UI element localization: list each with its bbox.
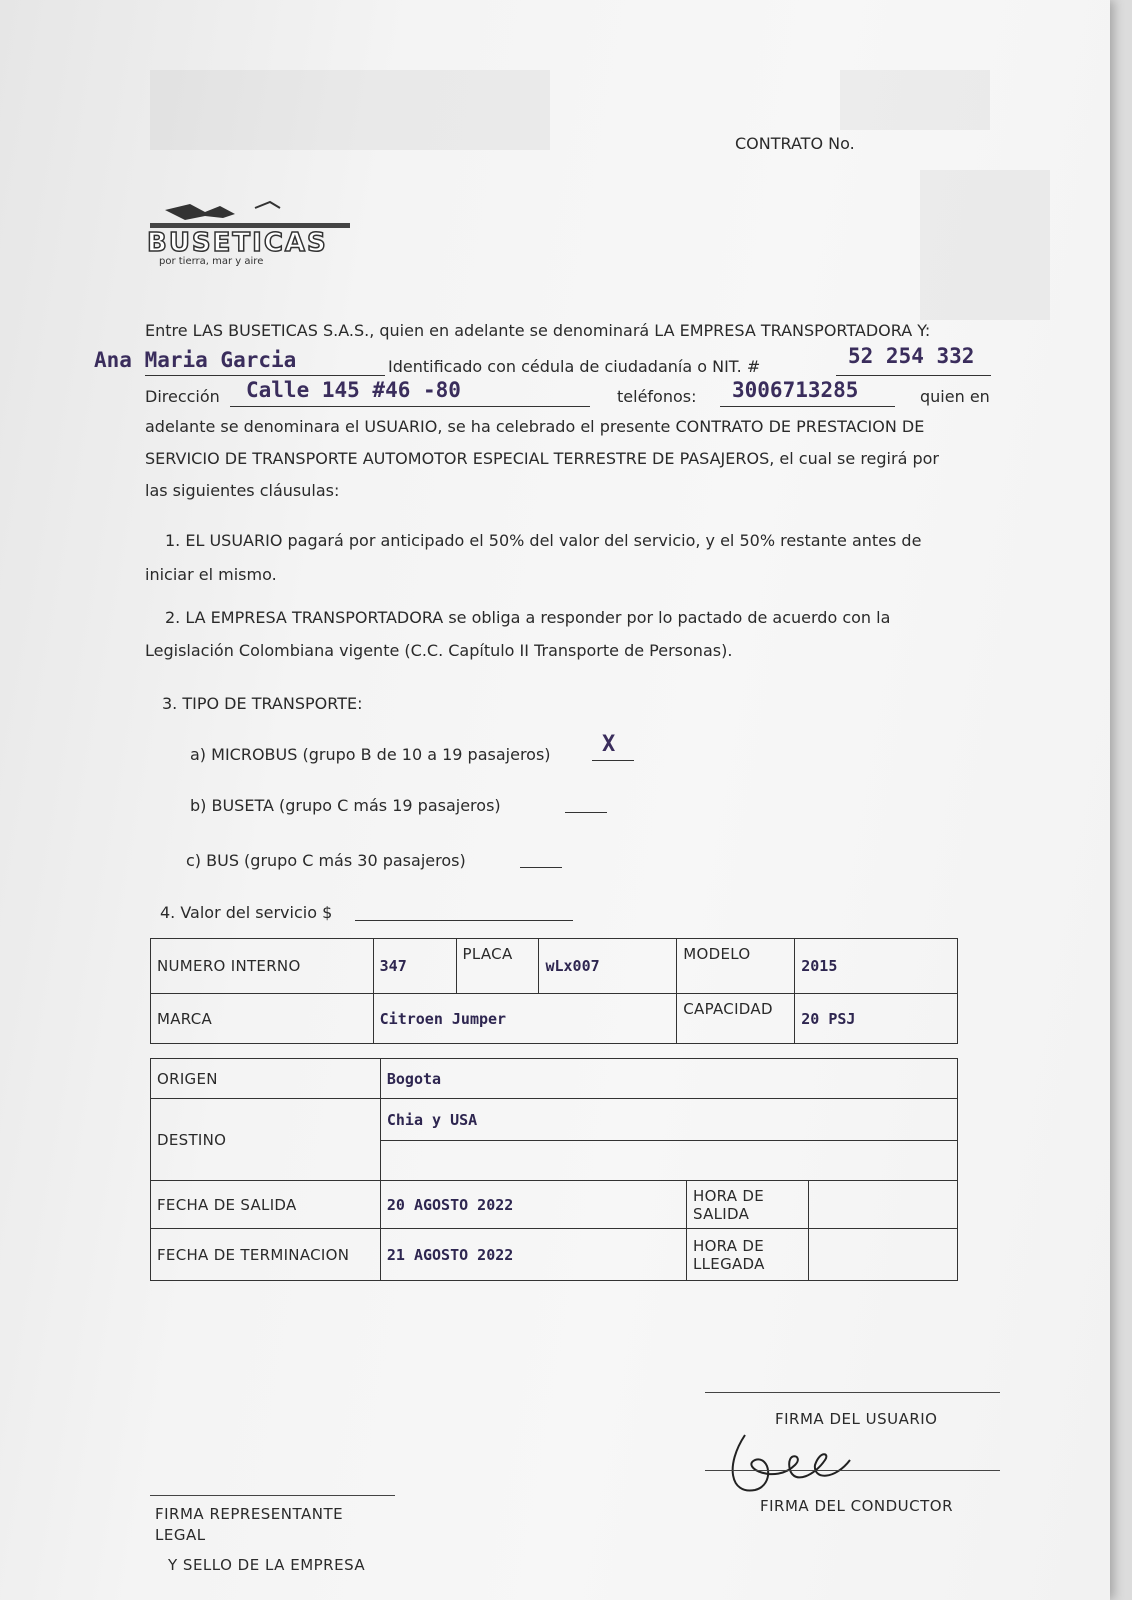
marca-value: Citroen Jumper — [373, 994, 677, 1044]
clause-1-line-2: iniciar el mismo. — [145, 565, 277, 584]
fecha-terminacion-label: FECHA DE TERMINACION — [151, 1229, 381, 1281]
destino-value: Chia y USA — [380, 1099, 957, 1141]
bleed-through-area — [840, 70, 990, 130]
id-text: Identificado con cédula de ciudadanía o NIT. # — [388, 357, 761, 376]
firma-representante-label: FIRMA REPRESENTANTE — [155, 1505, 344, 1523]
option-c-line — [520, 867, 562, 868]
option-a-mark: X — [602, 732, 616, 757]
destino-label: DESTINO — [151, 1099, 381, 1181]
fecha-terminacion-value: 21 AGOSTO 2022 — [380, 1229, 686, 1281]
fecha-salida-value: 20 AGOSTO 2022 — [380, 1181, 686, 1229]
option-microbus: a) MICROBUS (grupo B de 10 a 19 pasajeros) — [190, 745, 551, 764]
placa-label: PLACA — [456, 939, 539, 994]
firma-conductor-label: FIRMA DEL CONDUCTOR — [760, 1497, 953, 1515]
option-buseta: b) BUSETA (grupo C más 19 pasajeros) — [190, 796, 501, 815]
conductor-signature-line — [705, 1470, 1000, 1471]
capacidad-value: 20 PSJ — [795, 994, 958, 1044]
intro-line-5: las siguientes cláusulas: — [145, 481, 340, 500]
hora-llegada-label: HORA DE LLEGADA — [686, 1229, 808, 1281]
client-name: Ana Maria Garcia — [94, 348, 297, 372]
modelo-value: 2015 — [795, 939, 958, 994]
bleed-through-area — [920, 170, 1050, 320]
conductor-signature-mark — [715, 1425, 885, 1505]
hora-salida-value — [808, 1181, 957, 1229]
clause-4-valor: 4. Valor del servicio $ — [160, 903, 333, 922]
sello-empresa-label: Y SELLO DE LA EMPRESA — [168, 1556, 366, 1574]
firma-usuario-label: FIRMA DEL USUARIO — [775, 1410, 938, 1428]
company-logo — [145, 198, 355, 268]
direccion-label: Dirección — [145, 387, 220, 406]
valor-fill-line — [355, 920, 573, 921]
numero-interno-value: 347 — [373, 939, 456, 994]
usuario-signature-line — [705, 1392, 1000, 1393]
clause-2-line-1: 2. LA EMPRESA TRANSPORTADORA se obliga a responder por lo pactado de acuerdo con la — [165, 608, 891, 627]
option-bus: c) BUS (grupo C más 30 pasajeros) — [186, 851, 466, 870]
quien-en-text: quien en — [920, 387, 990, 406]
numero-interno-label: NUMERO INTERNO — [151, 939, 374, 994]
telefono-value: 3006713285 — [732, 378, 859, 402]
representante-signature-line — [150, 1495, 395, 1496]
telefonos-label: teléfonos: — [617, 387, 697, 406]
option-a-line — [592, 760, 634, 761]
logo-tagline: por tierra, mar y aire — [159, 256, 264, 267]
clause-2-line-2: Legislación Colombiana vigente (C.C. Capítulo II Transporte de Personas). — [145, 641, 733, 660]
telefono-fill-line — [720, 406, 895, 407]
capacidad-label: CAPACIDAD — [677, 994, 795, 1044]
id-number: 52 254 332 — [848, 344, 975, 368]
placa-value: wLx007 — [539, 939, 677, 994]
clause-3-title: 3. TIPO DE TRANSPORTE: — [162, 694, 363, 713]
origen-value: Bogota — [380, 1059, 957, 1099]
clause-1-line-1: 1. EL USUARIO pagará por anticipado el 50% del valor del servicio, y el 50% restante antes de — [165, 531, 922, 550]
origen-label: ORIGEN — [151, 1059, 381, 1099]
intro-line-3: adelante se denominara el USUARIO, se ha celebrado el presente CONTRATO DE PRESTACION DE — [145, 417, 925, 436]
trip-table — [150, 1058, 958, 1281]
logo-name: BUSETICAS — [147, 228, 328, 258]
name-fill-line — [145, 375, 385, 376]
option-b-line — [565, 812, 607, 813]
id-fill-line — [836, 375, 991, 376]
fecha-salida-label: FECHA DE SALIDA — [151, 1181, 381, 1229]
intro-line-1: Entre LAS BUSETICAS S.A.S., quien en adelante se denominará LA EMPRESA TRANSPORTADORA Y: — [145, 321, 931, 340]
intro-line-4: SERVICIO DE TRANSPORTE AUTOMOTOR ESPECIAL TERRESTRE DE PASAJEROS, el cual se regirá por — [145, 449, 939, 468]
hora-salida-label: HORA DE SALIDA — [686, 1181, 808, 1229]
bleed-through-area — [150, 70, 550, 150]
vehicle-table — [150, 938, 958, 1044]
direccion-fill-line — [230, 406, 590, 407]
marca-label: MARCA — [151, 994, 374, 1044]
hora-llegada-value — [808, 1229, 957, 1281]
destino-extra-cell — [380, 1141, 957, 1181]
contract-number-label: CONTRATO No. — [735, 134, 855, 153]
firma-representante-legal: LEGAL — [155, 1526, 206, 1544]
modelo-label: MODELO — [677, 939, 795, 994]
direccion-value: Calle 145 #46 -80 — [246, 378, 461, 402]
